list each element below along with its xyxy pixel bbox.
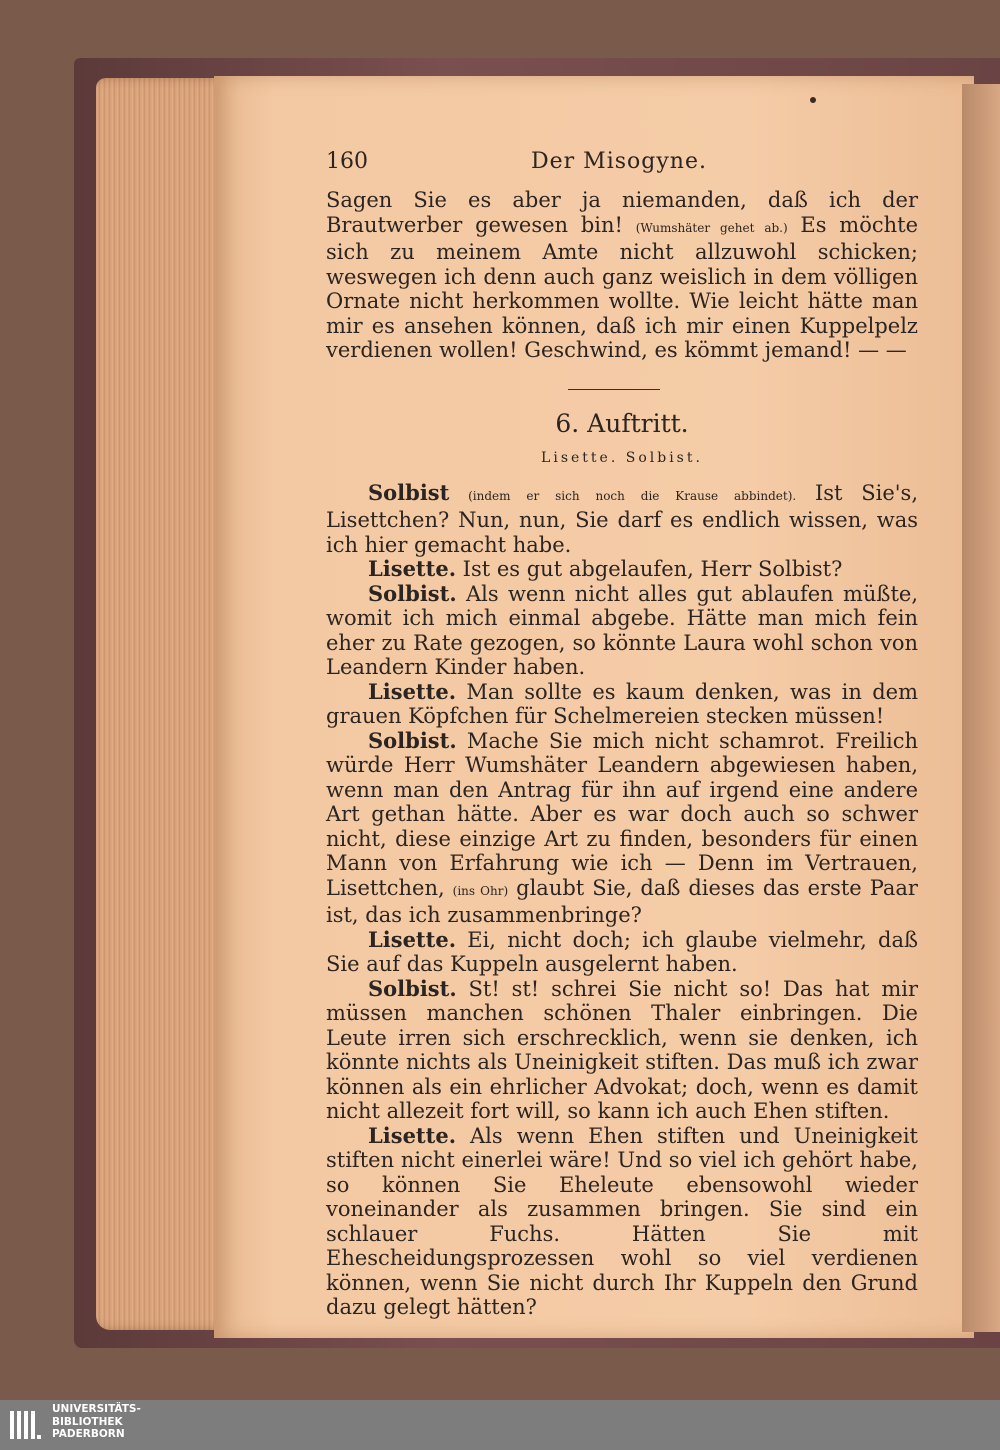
stage-direction: (ins Ohr) [452,883,509,898]
text-run: Als wenn nicht alles gut ablaufen müßte, womit ich mich einmal abgebe. Hätte man mich fein eher zu Rate gezogen, so könnte Laura wohl schon von Leandern Kinder haben. [326,581,918,679]
text-run: Mache Sie mich nicht schamrot. Freilich würde Herr Wumshäter Leandern abgewiesen haben, wenn man den Antrag für ihn auf irgend eine andere Art gethan hätte. Aber es war doch auch so schwer nicht, diese einzige Art zu finden, besonders für einen Mann von Erfahrung wie ich — Denn im Vertrauen, Lisettchen, [326,728,918,900]
library-name-line: BIBLIOTHEK [52,1415,123,1428]
dialogue-line [326,557,918,582]
text-run: St! st! schrei Sie nicht so! Das hat mir müssen manchen schönen Thaler einbringen. Die Leute irren sich erschrecklich, wenn sie denken, ich könnte nichts als Uneinigkeit stiften. Das muß ich zwar können als ein ehrlicher Advokat; doch, wenn es damit nicht allezeit fort will, so kann ich auch Ehen stiften. [326,976,918,1123]
text-run: Ei, nicht doch; ich glaube vielmehr, daß Sie auf das Kuppeln ausgelernt haben. [326,927,918,976]
speaker-name: Lisette. [368,556,456,581]
dialogue-line [326,729,918,928]
text-run [449,481,468,505]
page-header [326,150,918,188]
library-logo-icon [4,1405,44,1445]
dialogue-line [326,928,918,977]
page-text [326,150,918,1320]
dialogue-line [326,481,918,558]
paragraph [326,188,918,363]
library-name [52,1403,141,1441]
library-footer [0,1400,1000,1450]
facing-page-edge [962,84,1000,1332]
speaker-name: Solbist. [368,580,457,606]
dialogue-line [326,1124,918,1320]
library-name-line: UNIVERSITÄTS- [52,1403,141,1415]
stage-direction: (indem er sich noch die Krause abbindet). [468,488,797,503]
ink-spot [810,97,816,103]
speaker-name: Lisette. [368,926,456,952]
library-name-line: PADERBORN [52,1428,125,1440]
dialogue-line [326,977,918,1124]
text-run: glaubt Sie, daß dieses das erste Paar ist, das ich zusammenbringe? [326,875,918,927]
stage-direction: (Wumshäter gehet ab.) [635,220,788,235]
speaker-name: Solbist [368,479,450,505]
dialogue-line [326,582,918,680]
text-run: Man sollte es kaum denken, was in dem grauen Köpfchen für Schelmereien stecken müssen! [326,679,918,728]
page-number: 160 [326,149,368,174]
speaker-name: Lisette. [368,1122,456,1148]
dialogue-line [326,680,918,729]
speaker-name: Lisette. [368,678,456,704]
text-run: Als wenn Ehen stiften und Uneinigkeit stiften nicht einerlei wäre! Und so viel ich gehört habe, so können Sie Eheleute ebensowohl wieder voneinander als zusammen bringen. Sie sind ein schlauer Fuchs. Hätten Sie mit Ehescheidungsprozessen wohl so viel verdienen können, wenn Sie nicht durch Ihr Kuppeln den Grund dazu gelegt hätten? [326,1123,918,1319]
text-run: Sagen Sie es aber ja niemanden, daß ich der Brautwerber gewesen bin! [326,188,918,237]
text-run: Ist Sie's, Lisettchen? Nun, nun, Sie darf es endlich wissen, was ich hier gemacht habe. [326,480,918,557]
speaker-name: Solbist. [368,975,457,1001]
running-title: Der Misogyne. [531,149,707,174]
text-run: Ist es gut abgelaufen, Herr Solbist? [456,557,843,581]
scene-title: 6. Auftritt. [555,408,689,438]
scene-persons: Lisette. Solbist. [541,450,703,466]
speaker-name: Solbist. [368,727,457,753]
section-divider [568,389,660,390]
text-run: Es möchte sich zu meinem Amte nicht allzuwohl schicken; weswegen ich denn auch ganz weislich in dem völligen Ornate nicht herkommen wollte. Wie leicht hätte man mir es ansehen können, daß ich mir einen Kuppelpelz verdienen wollen! Geschwind, es kömmt jemand! — — [326,212,919,362]
